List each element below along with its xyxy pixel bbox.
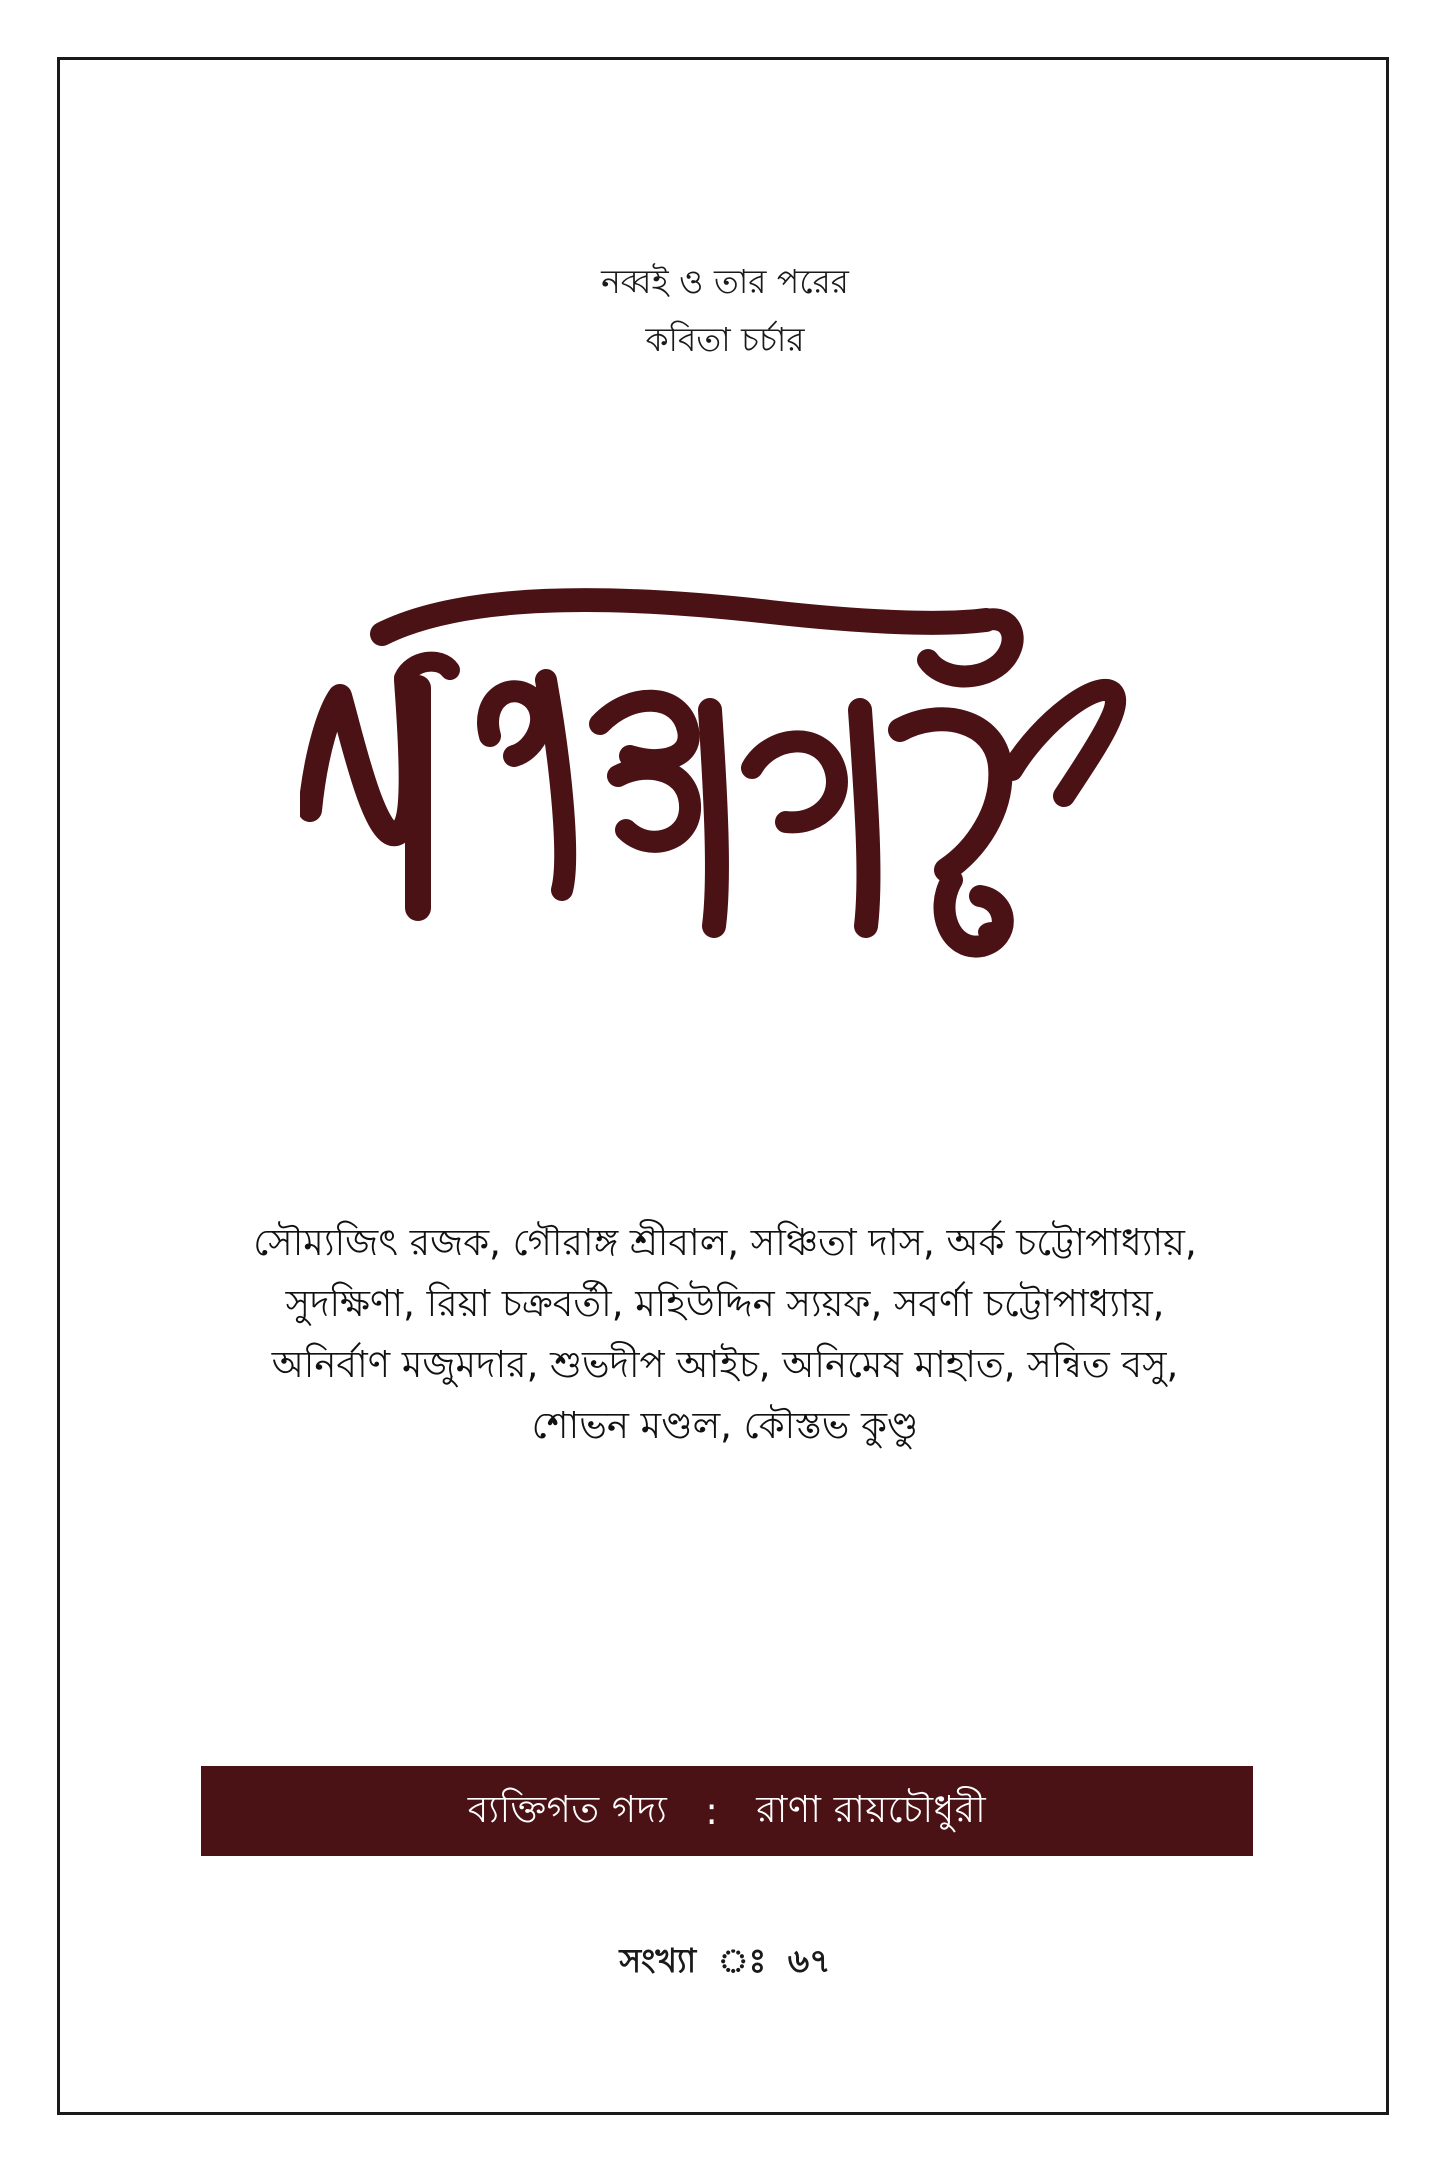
title-calligraphy-graphic bbox=[300, 560, 1180, 980]
tagline-line-2: কবিতা চর্চার bbox=[645, 320, 805, 359]
issue-value: ৬৭ bbox=[787, 1941, 831, 1980]
issue-separator: ঃ bbox=[717, 1941, 767, 1980]
issue-label: সংখ্যা bbox=[619, 1941, 697, 1980]
magazine-title-logo bbox=[300, 560, 1180, 980]
issue-number bbox=[0, 1935, 1450, 1991]
feature-author: রাণা রায়চৌধুরী bbox=[756, 1787, 987, 1831]
contributors-line: শোভন মণ্ডল, কৌস্তভ কুণ্ডু bbox=[531, 1404, 919, 1447]
contributors-line: সৌম্যজিৎ রজক, গৌরাঙ্গ শ্রীবাল, সঞ্চিতা দাস, অর্ক চট্টোপাধ্যায়, bbox=[253, 1221, 1197, 1264]
feature-label: ব্যক্তিগত গদ্য bbox=[467, 1787, 668, 1831]
tagline-line-1: নব্বই ও তার পরের bbox=[601, 262, 849, 301]
feature-separator: : bbox=[705, 1789, 719, 1833]
contributors-line: সুদক্ষিণা, রিয়া চক্রবর্তী, মহিউদ্দিন স্যয়ফ, সবর্ণা চট্টোপাধ্যায়, bbox=[285, 1282, 1165, 1325]
feature-banner bbox=[201, 1766, 1253, 1856]
contributors-list bbox=[150, 1212, 1300, 1456]
contributors-line: অনির্বাণ মজুমদার, শুভদীপ আইচ, অনিমেষ মাহাত, সন্বিত বসু, bbox=[271, 1343, 1179, 1386]
